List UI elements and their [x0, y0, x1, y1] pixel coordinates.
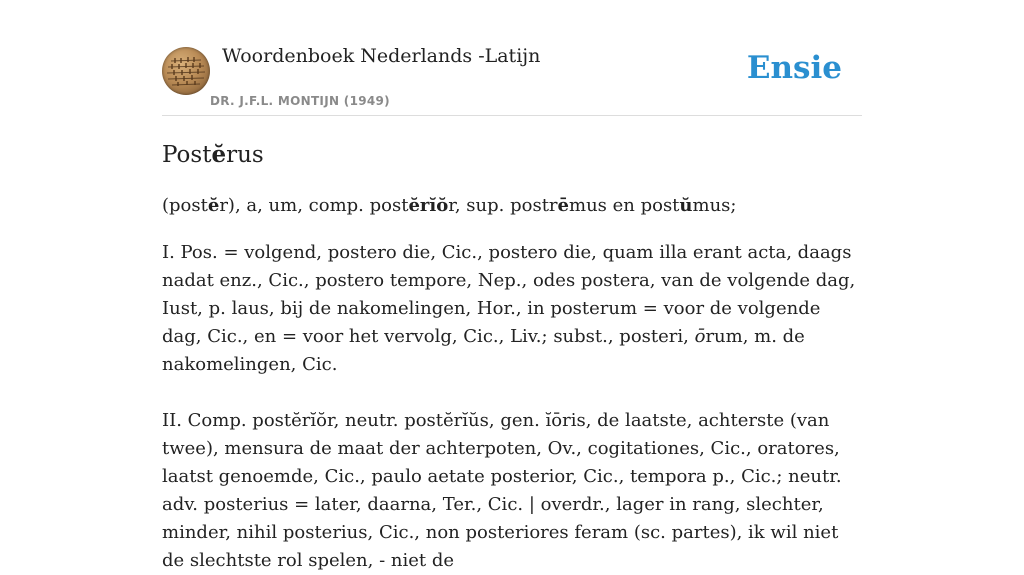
grammar-text: r), a, um, comp. post: [219, 195, 409, 216]
grammar-text: (post: [162, 195, 208, 216]
grammar-text: mus en post: [569, 195, 680, 216]
grammar-text: mus;: [692, 195, 737, 216]
dictionary-author: DR. J.F.L. MONTIJN (1949): [210, 94, 390, 108]
grammar-bold: ŭ: [679, 195, 693, 216]
grammar-bold: ĕrĭŏ: [408, 195, 449, 216]
grammar-bold: ĕ: [207, 195, 220, 216]
entry-sense-2: II. Comp. postĕrĭŏr, neutr. postĕrĭŭs, gen. ĭōris, de laatste, achterste (van twee), mensura de maat der achterpoten, Ov., cogitationes, Cic., oratores, laatst genoemde, Cic., paulo aetate posterior, Cic., tempora p., Cic.; neutr. adv. posterius = later, daarna, Ter., Cic. | overdr., lager in rang, slechter, minder, nihil posterius, Cic., non posteriores feram (sc. partes), ik wil niet de slechtste rol spelen, - niet de: [162, 410, 842, 571]
sense-italic: ō: [694, 326, 706, 347]
entry-title-accent: ĕ: [211, 141, 227, 168]
entry-title: [162, 135, 862, 175]
entry-grammar: [162, 192, 862, 220]
ensie-brand-link[interactable]: Ensie: [746, 50, 842, 86]
sense-text: rum, m. de nakomelingen, Cic.: [162, 326, 805, 375]
bronze-seal-logo-icon: [162, 47, 210, 95]
entry-content: [162, 135, 862, 575]
entry-sense-1: [162, 239, 862, 379]
entry-title-part: Post: [162, 142, 212, 168]
grammar-bold: ē: [557, 195, 569, 216]
grammar-text: r, sup. postr: [448, 195, 558, 216]
sense-text: I. Pos. = volgend, postero die, Cic., postero die, quam illa erant acta, daags nadat enz., Cic., postero tempore, Nep., odes postera, van de volgende dag, Iust, p. laus, bij de nakomelingen, Hor., in posterum = voor de volgende dag, Cic., en = voor het vervolg, Cic., Liv.; subst., posteri,: [162, 242, 856, 347]
entry-title-part: rus: [226, 142, 264, 168]
dictionary-title[interactable]: Woordenboek Nederlands -Latijn: [222, 45, 541, 67]
header: [162, 0, 862, 116]
